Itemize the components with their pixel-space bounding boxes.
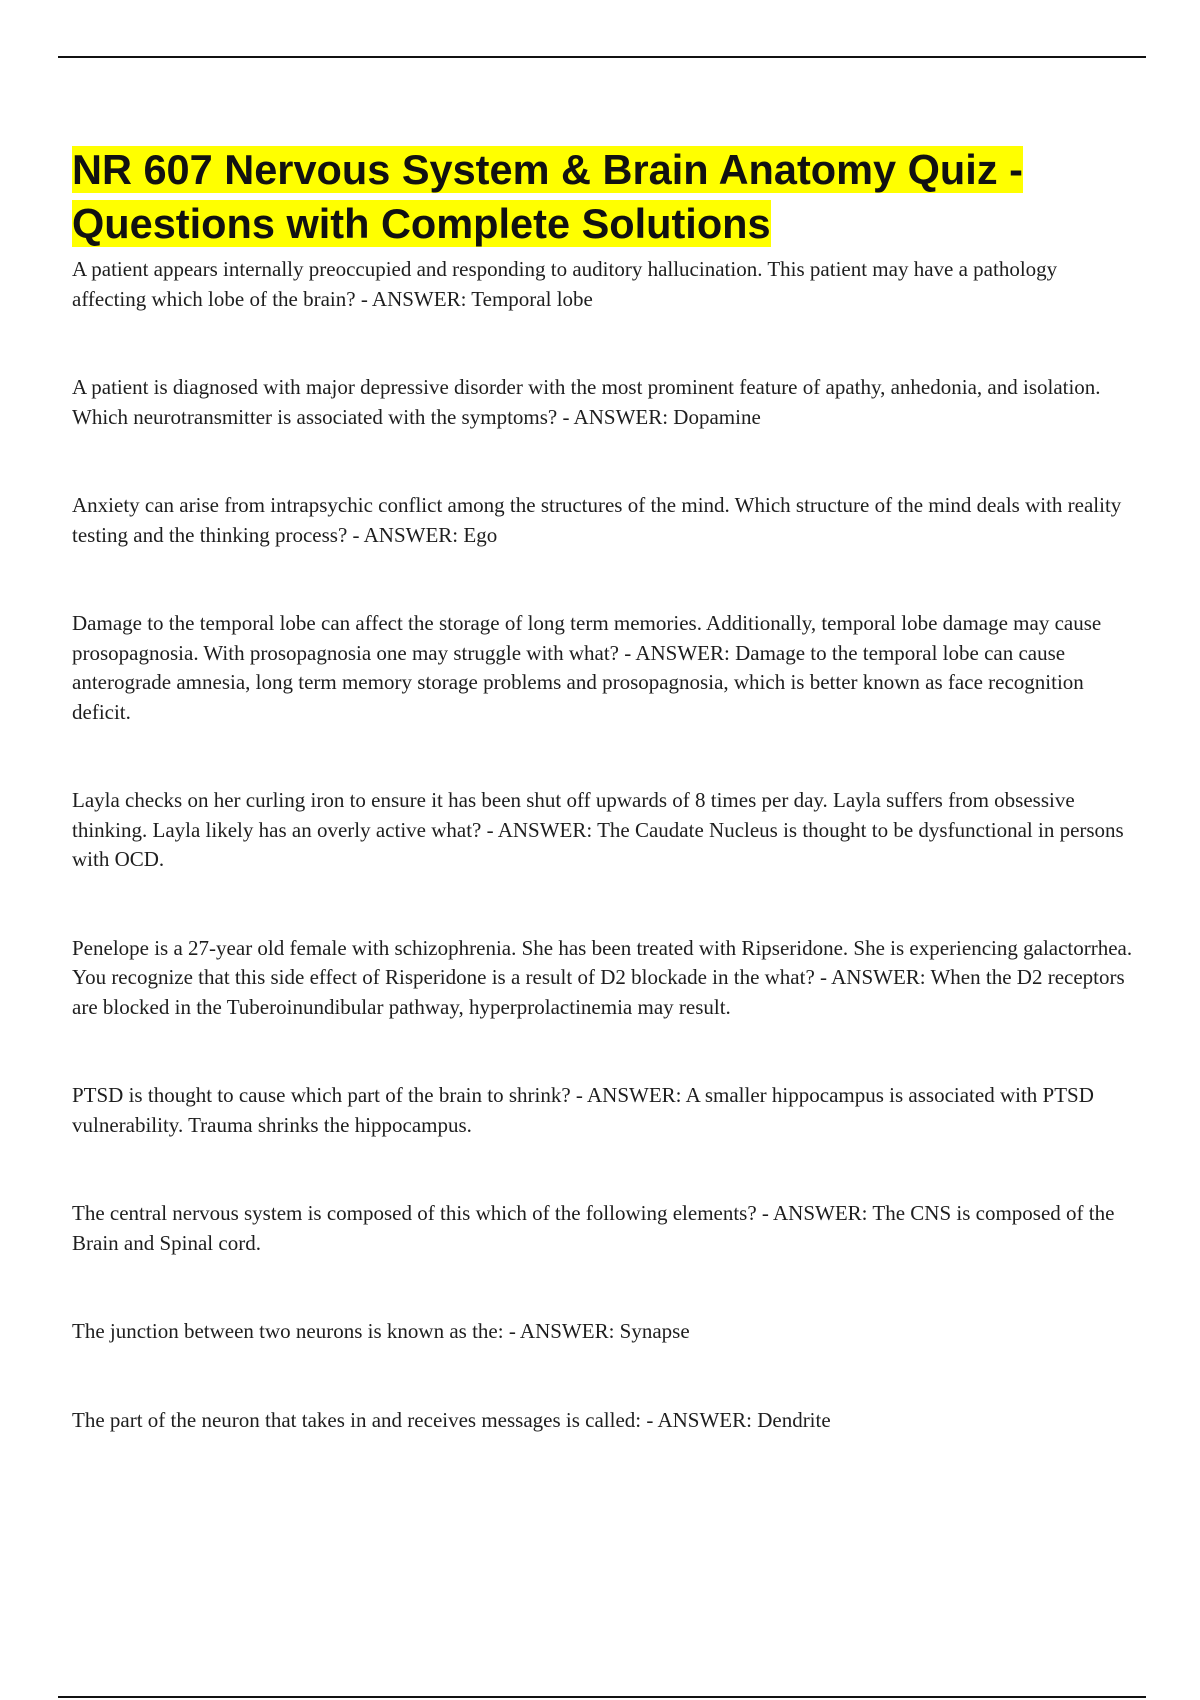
question-answer-item: The part of the neuron that takes in and receives messages is called: - ANSWER: Dendrite xyxy=(72,1407,831,1432)
document-body xyxy=(72,143,1136,1435)
question-answer-item: Anxiety can arise from intrapsychic conflict among the structures of the mind. Which structure of the mind deals with reality testing and the thinking process? - ANSWER: Ego xyxy=(72,493,1122,547)
question-answer-list xyxy=(72,255,1136,1435)
question-answer-item: The central nervous system is composed of this which of the following elements? - ANSWER: The CNS is composed of the Brain and Spinal cord. xyxy=(72,1201,1115,1255)
question-answer-item: A patient is diagnosed with major depressive disorder with the most prominent feature of apathy, anhedonia, and isolation. Which neurotransmitter is associated with the symptoms? - ANSWER: Dopamine xyxy=(72,375,1101,429)
question-answer-item: Damage to the temporal lobe can affect the storage of long term memories. Additionally, temporal lobe damage may cause prosopagnosia. With prosopagnosia one may struggle with what? - ANSWER: Damage to the temporal lobe can cause anterograde amnesia, long term memory storage problems and prosopagnosia, which is better known as face recognition deficit. xyxy=(72,611,1102,724)
header-rule xyxy=(58,56,1146,58)
question-answer-item: PTSD is thought to cause which part of the brain to shrink? - ANSWER: A smaller hippocampus is associated with PTSD vulnerability. Trauma shrinks the hippocampus. xyxy=(72,1083,1094,1137)
question-answer-item: Penelope is a 27-year old female with schizophrenia. She has been treated with Ripseridone. She is experiencing galactorrhea. You recognize that this side effect of Risperidone is a result of D2 blockade in the what? - ANSWER: When the D2 receptors are blocked in the Tuberoinundibular pathway, hyperprolactinemia may result. xyxy=(72,935,1133,1019)
highlighted-title-text: NR 607 Nervous System & Brain Anatomy Quiz - Questions with Complete Solutions xyxy=(72,146,1023,247)
question-answer-item: The junction between two neurons is known as the: - ANSWER: Synapse xyxy=(72,1319,690,1343)
question-answer-item: Layla checks on her curling iron to ensure it has been shut off upwards of 8 times per day. Layla suffers from obsessive thinking. Layla likely has an overly active what? - ANSWER: The Caudate Nucleus is thought to be dysfunctional in persons with OCD. xyxy=(72,788,1124,871)
document-title xyxy=(72,143,1136,251)
footer-rule xyxy=(58,1696,1146,1698)
question-answer-item: A patient appears internally preoccupied and responding to auditory hallucination. This patient may have a pathology affecting which lobe of the brain? - ANSWER: Temporal lobe xyxy=(72,257,1058,311)
